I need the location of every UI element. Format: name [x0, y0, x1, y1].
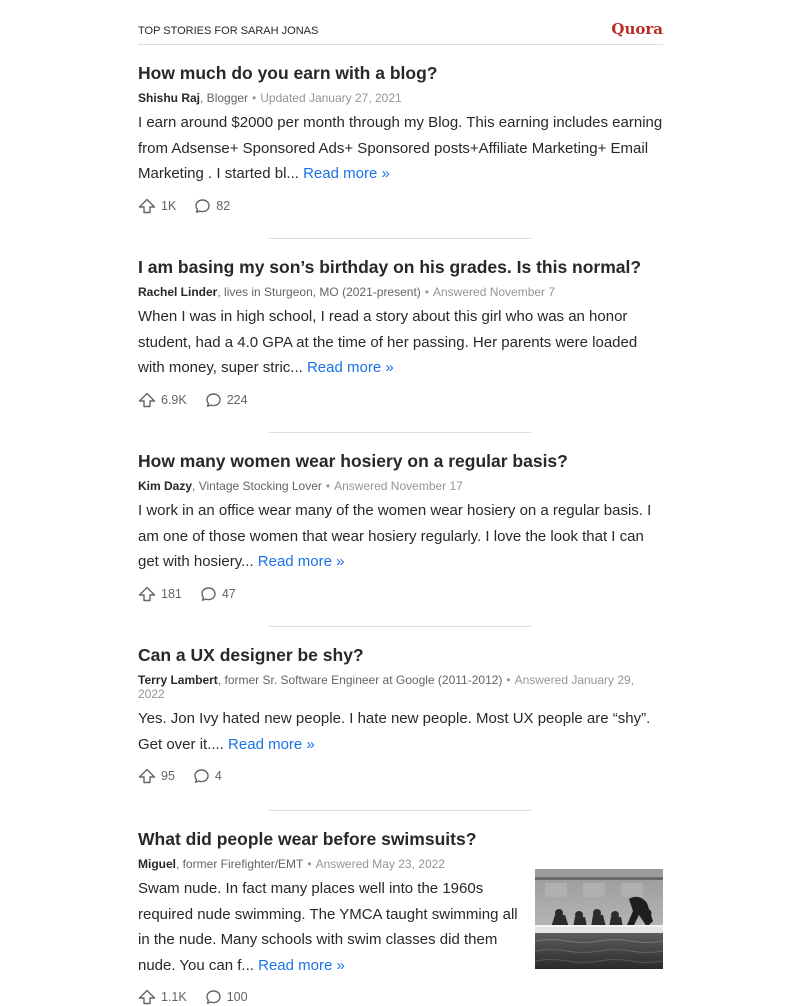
meta-separator: •	[252, 91, 257, 105]
author-name[interactable]: Terry Lambert	[138, 673, 218, 687]
upvote-button[interactable]	[138, 768, 175, 784]
upvote-arrow-icon	[138, 989, 156, 1005]
answer-text: When I was in high school, I read a story about this girl who was an honor student, had a 4.0 GPA at the time of her passing. Her parents were loaded with money, super stric...	[138, 308, 638, 376]
read-more-link[interactable]: Read more »	[228, 735, 315, 753]
question-title[interactable]: How many women wear hosiery on a regular basis?	[138, 451, 568, 471]
upvote-button[interactable]	[138, 392, 187, 408]
answer-preview[interactable]	[138, 304, 663, 381]
upvote-arrow-icon	[138, 768, 156, 784]
comment-bubble-icon	[200, 586, 217, 602]
answer-text: I earn around $2000 per month through my Blog. This earning includes earning from Adsense+ Sponsored Ads+ Sponsored posts+Affiliate Marketing+ Email Marketing . I started bl...	[138, 114, 663, 182]
author-credential: , lives in Sturgeon, MO (2021-present)	[217, 285, 421, 299]
story-divider	[269, 810, 531, 811]
upvote-arrow-icon	[138, 198, 156, 214]
comment-count: 47	[221, 586, 236, 601]
upvote-count: 6.9K	[161, 392, 187, 407]
answer-preview[interactable]	[138, 876, 523, 978]
comment-count: 100	[226, 990, 248, 1004]
answer-actions	[138, 391, 663, 409]
author-name[interactable]: Shishu Raj	[138, 91, 201, 105]
story-item	[138, 828, 663, 1006]
comment-bubble-icon	[193, 768, 210, 784]
read-more-link[interactable]: Read more »	[303, 165, 390, 182]
answer-preview[interactable]	[138, 110, 663, 187]
upvote-count: 1.1K	[161, 990, 187, 1004]
read-more-link[interactable]: Read more »	[306, 359, 394, 376]
upvote-button[interactable]	[138, 989, 187, 1005]
comment-count: 224	[226, 392, 248, 407]
comment-button[interactable]	[193, 768, 222, 784]
upvote-count: 181	[161, 586, 182, 601]
swimmers-photo	[535, 869, 663, 969]
comment-button[interactable]	[200, 586, 236, 602]
answer-meta	[138, 285, 663, 299]
digest-container	[138, 0, 663, 1004]
question-title[interactable]: Can a UX designer be shy?	[138, 645, 364, 665]
story-divider	[269, 432, 531, 433]
answer-meta	[138, 479, 663, 493]
author-credential: , Blogger	[200, 91, 249, 105]
story-item	[138, 644, 663, 785]
answer-date: Answered May 23, 2022	[315, 857, 445, 871]
author-credential: , former Firefighter/EMT	[176, 857, 304, 871]
answer-date: Answered November 7	[433, 285, 556, 299]
answer-meta	[138, 91, 663, 105]
answer-actions	[138, 197, 663, 215]
digest-header	[138, 0, 663, 45]
quora-logo[interactable]: Quora	[611, 20, 663, 38]
story-item	[138, 256, 663, 409]
upvote-button[interactable]	[138, 586, 182, 602]
answer-preview[interactable]	[138, 706, 663, 757]
upvote-count: 95	[161, 769, 175, 783]
digest-title: TOP STORIES FOR SARAH JONAS	[138, 25, 319, 37]
meta-separator: •	[424, 285, 429, 299]
upvote-button[interactable]	[138, 198, 176, 214]
read-more-link[interactable]: Read more »	[257, 553, 345, 570]
answer-date: Updated January 27, 2021	[260, 91, 402, 105]
answer-actions	[138, 767, 663, 785]
question-title[interactable]: I am basing my son’s birthday on his grades. Is this normal?	[138, 257, 642, 277]
answer-thumbnail[interactable]	[535, 869, 663, 969]
question-title[interactable]: How much do you earn with a blog?	[138, 63, 438, 83]
comment-button[interactable]	[205, 989, 248, 1005]
story-item	[138, 62, 663, 215]
meta-separator: •	[506, 673, 511, 687]
meta-separator: •	[325, 479, 331, 493]
author-credential: , former Sr. Software Engineer at Google (2011-2012)	[217, 673, 503, 687]
comment-count: 4	[214, 769, 222, 783]
answer-preview[interactable]	[138, 498, 663, 575]
answer-meta	[138, 673, 663, 701]
comment-bubble-icon	[205, 989, 222, 1005]
answer-text: Swam nude. In fact many places well into the 1960s required nude swimming. The YMCA taught swimming all in the nude. Many schools with swim classes did them nude. You can f...	[138, 880, 518, 974]
comment-button[interactable]	[194, 198, 230, 214]
answer-date: Answered January 29, 2022	[138, 673, 635, 701]
comment-bubble-icon	[194, 198, 211, 214]
story-divider	[269, 626, 531, 627]
author-name[interactable]: Rachel Linder	[138, 285, 218, 299]
author-name[interactable]: Miguel	[138, 857, 176, 871]
question-title[interactable]: What did people wear before swimsuits?	[138, 829, 477, 849]
story-item	[138, 450, 663, 603]
answer-actions	[138, 585, 663, 603]
comment-count: 82	[216, 198, 231, 213]
answer-text: I work in an office wear many of the women wear hosiery on a regular basis. I am one of those women that wear hosiery regularly. I love the look that I can get with hosiery...	[138, 502, 652, 570]
comment-button[interactable]	[205, 392, 248, 408]
answer-date: Answered November 17	[334, 479, 463, 493]
read-more-link[interactable]: Read more »	[258, 956, 345, 974]
answer-actions	[138, 988, 663, 1006]
author-credential: , Vintage Stocking Lover	[192, 479, 322, 493]
author-name[interactable]: Kim Dazy	[138, 479, 193, 493]
upvote-arrow-icon	[138, 392, 156, 408]
upvote-count: 1K	[161, 198, 177, 213]
story-divider	[269, 238, 531, 239]
upvote-arrow-icon	[138, 586, 156, 602]
comment-bubble-icon	[205, 392, 222, 408]
answer-text: Yes. Jon Ivy hated new people. I hate new people. Most UX people are “shy”. Get over it....	[138, 710, 651, 753]
meta-separator: •	[307, 857, 312, 871]
